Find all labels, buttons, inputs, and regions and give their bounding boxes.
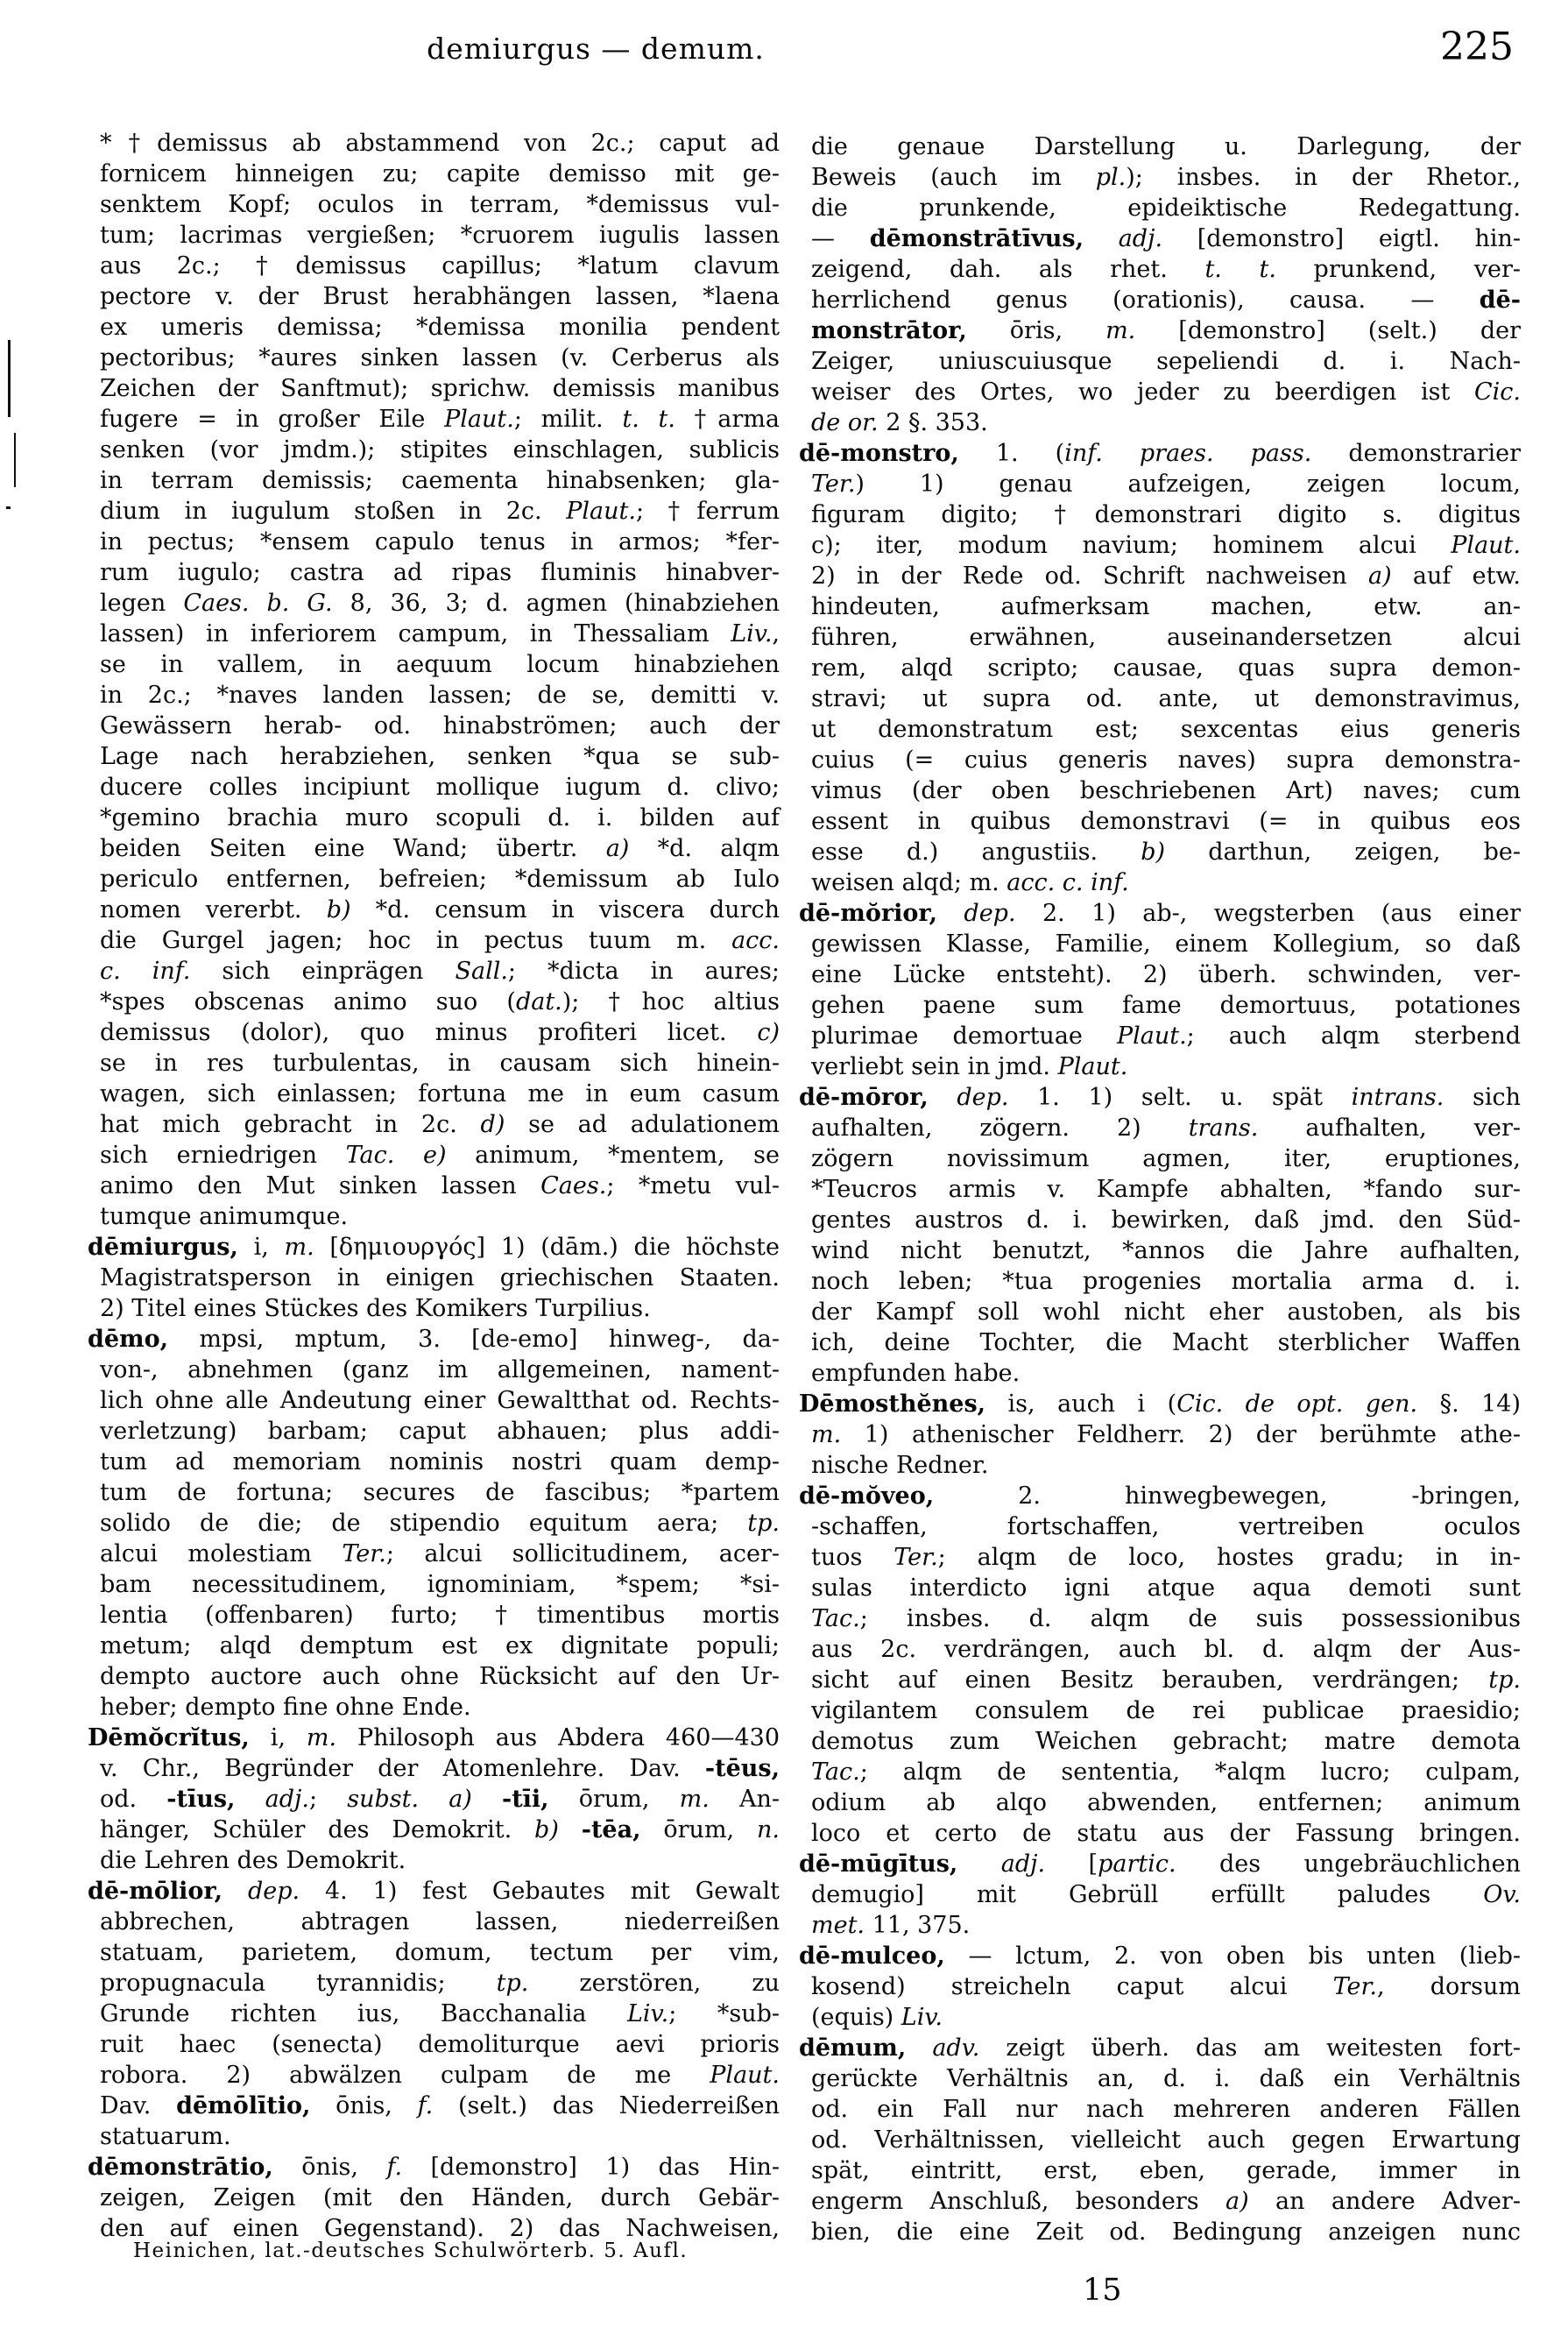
text-line: hindeuten, aufmerksam machen, etw. an-	[811, 593, 1521, 620]
entry-line: Dēmŏcrĭtus, i, m. Philosoph aus Abdera 460—430	[88, 1724, 780, 1751]
text-line: herrlichend genus (orationis), causa. — dē-	[811, 287, 1521, 314]
text-line: cuius (= cuius generis naves) supra demonstra-	[811, 746, 1521, 774]
text-line: ruit haec (senecta) demoliturque aevi prioris	[100, 2031, 780, 2058]
text-line: se in vallem, in aequum locum hinabziehen	[100, 651, 780, 678]
text-line: tumque animumque.	[100, 1203, 349, 1230]
text-line: tum de fortuna; secures de fascibus; *partem	[100, 1479, 780, 1506]
text-line: Grunde richten ius, Bacchanalia Liv.; *sub-	[100, 2000, 780, 2027]
text-line: pectoribus; *aures sinken lassen (v. Cerberus als	[100, 344, 780, 371]
text-line: von-, abnehmen (ganz im allgemeinen, nament-	[100, 1356, 780, 1383]
text-line: *gemino brachia muro scopuli d. i. bilden auf	[100, 804, 780, 831]
text-line: -schaffen, fortschaffen, vertreiben oculos	[811, 1513, 1521, 1540]
text-line: rum iugulo; castra ad ripas fluminis hinabver-	[100, 559, 780, 586]
entry-line: dēmiurgus, i, m. [δημιουργός] 1) (dām.) die höchste	[88, 1234, 780, 1261]
text-line: dempto auctore auch ohne Rücksicht auf den Ur-	[100, 1663, 780, 1690]
text-line: legen Caes. b. G. 8, 36, 3; d. agmen (hinabziehen	[100, 590, 780, 617]
text-line: met. 11, 375.	[811, 1912, 971, 1939]
text-line: eine Lücke entsteht). 2) überh. schwinden, ver-	[811, 961, 1521, 988]
text-line: die Lehren des Demokrit.	[100, 1847, 406, 1874]
right-column	[799, 131, 1521, 2247]
text-line: stravi; ut supra od. ante, ut demonstravimus,	[811, 685, 1521, 712]
text-line: wind nicht benutzt, *annos die Jahre aufhalten,	[811, 1237, 1521, 1264]
entry-line: dē-mŏrior, dep. 2. 1) ab-, wegsterben (aus einer	[799, 900, 1521, 927]
text-line: Lage nach herabziehen, senken *qua se sub-	[100, 743, 780, 770]
text-line: aus 2c.; †demissus capillus; *latum clavum	[100, 252, 780, 279]
text-line: fornicem hinneigen zu; capite demisso mit ge-	[100, 160, 780, 188]
text-line: noch leben; *tua progenies mortalia arma d. i.	[811, 1268, 1521, 1295]
text-line: gentes austros d. i. bewirken, daß jmd. den Süd-	[811, 1206, 1521, 1234]
text-line: robora. 2) abwälzen culpam de me Plaut.	[100, 2062, 780, 2089]
text-line: zeigen, Zeigen (mit den Händen, durch Gebär-	[100, 2184, 780, 2211]
text-line: Tac.; insbes. d. alqm de suis possessionibus	[811, 1605, 1521, 1632]
text-line: pectore v. der Brust herabhängen lassen, *laena	[100, 283, 780, 310]
text-line: alcui molestiam Ter.; alcui sollicitudinem, acer-	[100, 1540, 780, 1567]
text-line: od. -tīus, adj.; subst. a) -tīi, ōrum, m. An-	[100, 1786, 780, 1813]
text-line: demugio] mit Gebrüll erfüllt paludes Ov.	[811, 1881, 1521, 1908]
text-line: Ter.) 1) genau aufzeigen, zeigen locum,	[811, 471, 1521, 498]
text-line: statuarum.	[100, 2123, 231, 2150]
text-line: sulas interdicto igni atque aqua demoti sunt	[811, 1574, 1521, 1602]
text-line: engerm Anschluß, besonders a) an andere Adver-	[811, 2188, 1521, 2215]
text-line: führen, erwähnen, auseinandersetzen alcui	[811, 624, 1521, 651]
page-number: 225	[1440, 25, 1514, 69]
text-line: se in res turbulentas, in causam sich hinein-	[100, 1050, 780, 1077]
text-line: hat mich gebracht in 2c. d) se ad adulationem	[100, 1111, 780, 1138]
entry-line: dēmo, mpsi, mptum, 3. [de-emo] hinweg-, da-	[88, 1326, 780, 1353]
text-line: Magistratsperson in einigen griechischen Staaten.	[100, 1264, 780, 1291]
text-line: figuram digito; †demonstrari digito s. digitus	[811, 501, 1521, 528]
text-line: rem, alqd scripto; causae, quas supra demon-	[811, 654, 1521, 682]
imprint-footnote: Heinichen, lat.-deutsches Schulwörterb. 5. Aufl.	[133, 2239, 689, 2262]
text-line: den auf einen Gegenstand). 2) das Nachweisen,	[100, 2215, 780, 2242]
text-line: od. Verhältnissen, vielleicht auch gegen Erwartung	[811, 2126, 1521, 2154]
text-line: nische Redner.	[811, 1452, 989, 1479]
text-line: de or. 2 §. 353.	[811, 409, 988, 436]
entry-line: dē-mōror, dep. 1. 1) selt. u. spät intrans. sich	[799, 1084, 1521, 1111]
text-line: aufhalten, zögern. 2) trans. aufhalten, ver-	[811, 1114, 1522, 1142]
text-line: lich ohne alle Andeutung einer Gewaltthat od. Rechts-	[100, 1387, 780, 1414]
text-line: *spes obscenas animo suo (dat.); †hoc altius	[100, 988, 780, 1015]
text-line: v. Chr., Begründer der Atomenlehre. Dav. -tēus,	[100, 1755, 780, 1782]
text-line: senktem Kopf; oculos in terram, *demissus vul-	[100, 191, 780, 218]
text-line: gewissen Klasse, Familie, einem Kollegium, so daß	[811, 930, 1521, 958]
text-line: die genaue Darstellung u. Darlegung, der	[811, 133, 1521, 160]
text-line: Tac.; alqm de sententia, *alqm lucro; culpam,	[811, 1758, 1521, 1786]
text-line: gerückte Verhältnis an, d. i. daß ein Verhältnis	[811, 2065, 1521, 2092]
text-line: loco et certo de statu aus der Fassung bringen.	[811, 1820, 1521, 1847]
text-line: ducere colles incipiunt mollique iugum d. clivo;	[100, 774, 780, 801]
text-line: bien, die eine Zeit od. Bedingung anzeigen nunc	[811, 2218, 1521, 2246]
text-line: sicht auf einen Besitz berauben, verdrängen; tp.	[811, 1666, 1521, 1694]
text-line: beiden Seiten eine Wand; übertr. a) *d. alqm	[100, 835, 780, 862]
text-line: vimus (der oben beschriebenen Art) naves; cum	[811, 777, 1521, 804]
text-line: (equis) Liv.	[811, 2004, 943, 2031]
text-line: Dav. dēmōlītio, ōnis, f. (selt.) das Niederreißen	[100, 2092, 780, 2119]
text-line: empfunden habe.	[811, 1360, 1021, 1387]
page-title: demiurgus — demum.	[427, 32, 765, 66]
text-line: die prunkende, epideiktische Redegattung.	[811, 195, 1521, 222]
text-line: wagen, sich einlassen; fortuna me in eum casum	[100, 1080, 780, 1107]
text-line: plurimae demortuae Plaut.; auch alqm sterbend	[811, 1022, 1521, 1050]
text-line: animo den Mut sinken lassen Caes.; *metu vul-	[100, 1172, 780, 1199]
text-line: tum; lacrimas vergießen; *cruorem iugulis lassen	[100, 222, 780, 249]
text-line: m. 1) athenischer Feldherr. 2) der berühmte athe-	[811, 1421, 1521, 1448]
text-line: in terram demissis; caementa hinabsenken; gla-	[100, 467, 780, 494]
text-line: sich erniedrigen Tac. e) animum, *mentem, se	[100, 1142, 780, 1169]
text-line: heber; dempto fine ohne Ende.	[100, 1694, 471, 1721]
scan-artifact-line	[14, 433, 16, 487]
text-line: *Teucros armis v. Kampfe abhalten, *fando sur-	[811, 1176, 1521, 1203]
text-line: tum ad memoriam nominis nostri quam demp-	[100, 1448, 780, 1475]
text-line: abbrechen, abtragen lassen, niederreißen	[100, 1908, 780, 1935]
text-line: dium in iugulum stoßen in 2c. Plaut.; †ferrum	[100, 498, 780, 525]
entry-line: dēmum, adv. zeigt überh. das am weitesten fort-	[799, 2034, 1521, 2062]
text-line: — dēmonstrātīvus, adj. [demonstro] eigtl. hin-	[811, 225, 1521, 252]
text-line: periculo entfernen, befreien; *demissum ab Iulo	[100, 866, 780, 893]
text-line: aus 2c. verdrängen, auch bl. d. alqm der Aus-	[811, 1636, 1521, 1663]
text-line: tuos Ter.; alqm de loco, hostes gradu; in in-	[811, 1544, 1521, 1571]
text-line: Gewässern herab- od. hinabströmen; auch der	[100, 712, 780, 739]
text-line: solido de die; de stipendio equitum aera; tp.	[100, 1510, 780, 1537]
text-line: odium ab alqo abwenden, entfernen; animum	[811, 1789, 1521, 1816]
text-line: ich, deine Tochter, die Macht sterblicher Waffen	[811, 1329, 1521, 1356]
entry-line: dē-mūgītus, adj. [partic. des ungebräuchlichen	[799, 1850, 1521, 1878]
text-line: verletzung) barbam; caput abhauen; plus addi-	[100, 1418, 780, 1445]
text-line: *†demissus ab abstammend von 2c.; caput ad	[100, 130, 780, 157]
entry-line: dē-mulceo, — lctum, 2. von oben bis unten (lieb-	[799, 1942, 1521, 1970]
text-line: propugnacula tyrannidis; tp. zerstören, zu	[100, 1970, 780, 1997]
text-line: metum; alqd demptum est ex dignitate populi;	[100, 1632, 780, 1659]
text-line: gehen paene sum fame demortuus, potationes	[811, 992, 1521, 1019]
text-line: weiser des Ortes, wo jeder zu beerdigen ist Cic.	[811, 379, 1521, 406]
text-line: fugere = in großer Eile Plaut.; milit. t. t. †arma	[100, 406, 780, 433]
text-line: statuam, parietem, domum, tectum per vim,	[100, 1939, 780, 1966]
text-line: verliebt sein in jmd. Plaut.	[811, 1053, 1128, 1080]
text-line: ex umeris demissa; *demissa monilia pendent	[100, 314, 780, 341]
text-line: od. ein Fall nur nach mehreren anderen Fällen	[811, 2096, 1521, 2123]
entry-line: dē-mōlior, dep. 4. 1) fest Gebautes mit Gewalt	[88, 1878, 780, 1905]
text-line: c. inf. sich einprägen Sall.; *dicta in aures;	[100, 958, 780, 985]
text-line: Zeichen der Sanftmut); sprichw. demissis manibus	[100, 375, 780, 402]
text-line: lentia (offenbaren) furto; †timentibus mortis	[100, 1602, 780, 1629]
text-line: in 2c.; *naves landen lassen; de se, demitti v.	[100, 682, 780, 709]
entry-line: dēmonstrātio, ōnis, f. [demonstro] 1) das Hin-	[88, 2154, 780, 2181]
left-column	[88, 128, 780, 2244]
text-line: Zeiger, uniuscuiusque sepeliendi d. i. Nach-	[811, 348, 1521, 375]
sheet-number: 15	[1083, 2273, 1122, 2308]
scan-artifact-line	[8, 340, 11, 417]
text-line: kosend) streicheln caput alcui Ter., dorsum	[811, 1973, 1521, 2000]
text-line: essent in quibus demonstravi (= in quibus eos	[811, 808, 1521, 835]
text-line: weisen alqd; m. acc. c. inf.	[811, 869, 1129, 896]
text-line: 2) in der Rede od. Schrift nachweisen a) auf etw.	[811, 563, 1522, 590]
text-line: zögern novissimum agmen, iter, eruptiones,	[811, 1145, 1521, 1172]
text-line: nomen vererbt. b) *d. censum in viscera durch	[100, 896, 780, 923]
text-line: zeigend, dah. als rhet. t. t. prunkend, ver-	[811, 256, 1521, 283]
text-line: ut demonstratum est; sexcentas eius generis	[811, 716, 1521, 743]
text-line: die Gurgel jagen; hoc in pectus tuum m. acc.	[100, 927, 780, 954]
entry-line: Dēmosthĕnes, is, auch i (Cic. de opt. gen. §. 14)	[799, 1390, 1522, 1418]
text-line: hänger, Schüler des Demokrit. b) -tēa, ōrum, n.	[100, 1816, 780, 1843]
text-line: bam necessitudinem, ignominiam, *spem; *si-	[100, 1571, 780, 1598]
text-line: Beweis (auch im pl.); insbes. in der Rhetor.,	[811, 164, 1521, 191]
entry-line: dē-mŏveo, 2. hinwegbewegen, -bringen,	[799, 1482, 1521, 1510]
text-line: esse d.) angustiis. b) darthun, zeigen, be-	[811, 838, 1521, 866]
text-line: demissus (dolor), quo minus profiteri licet. c)	[100, 1019, 780, 1046]
text-line: senken (vor jmdm.); stipites einschlagen, sublicis	[100, 436, 780, 463]
text-line: demotus zum Weichen gebracht; matre demota	[811, 1728, 1521, 1755]
text-line: in pectus; *ensem capulo tenus in armos; *fer-	[100, 528, 780, 555]
text-line: vigilantem consulem de rei publicae praesidio;	[811, 1697, 1521, 1724]
text-line: monstrātor, ōris, m. [demonstro] (selt.) der	[811, 317, 1521, 344]
text-line: der Kampf soll wohl nicht eher austoben, als bis	[811, 1298, 1521, 1326]
text-line: 2) Titel eines Stückes des Komikers Turpilius.	[100, 1295, 651, 1322]
text-line: c); iter, modum navium; hominem alcui Plaut.	[811, 532, 1521, 559]
scan-artifact-speck	[6, 506, 11, 509]
text-line: lassen) in inferiorem campum, in Thessaliam Liv.,	[100, 620, 780, 647]
text-line: spät, eintritt, erst, eben, gerade, immer in	[811, 2157, 1521, 2184]
entry-line: dē-monstro, 1. (inf. praes. pass. demonstrarier	[799, 440, 1522, 467]
